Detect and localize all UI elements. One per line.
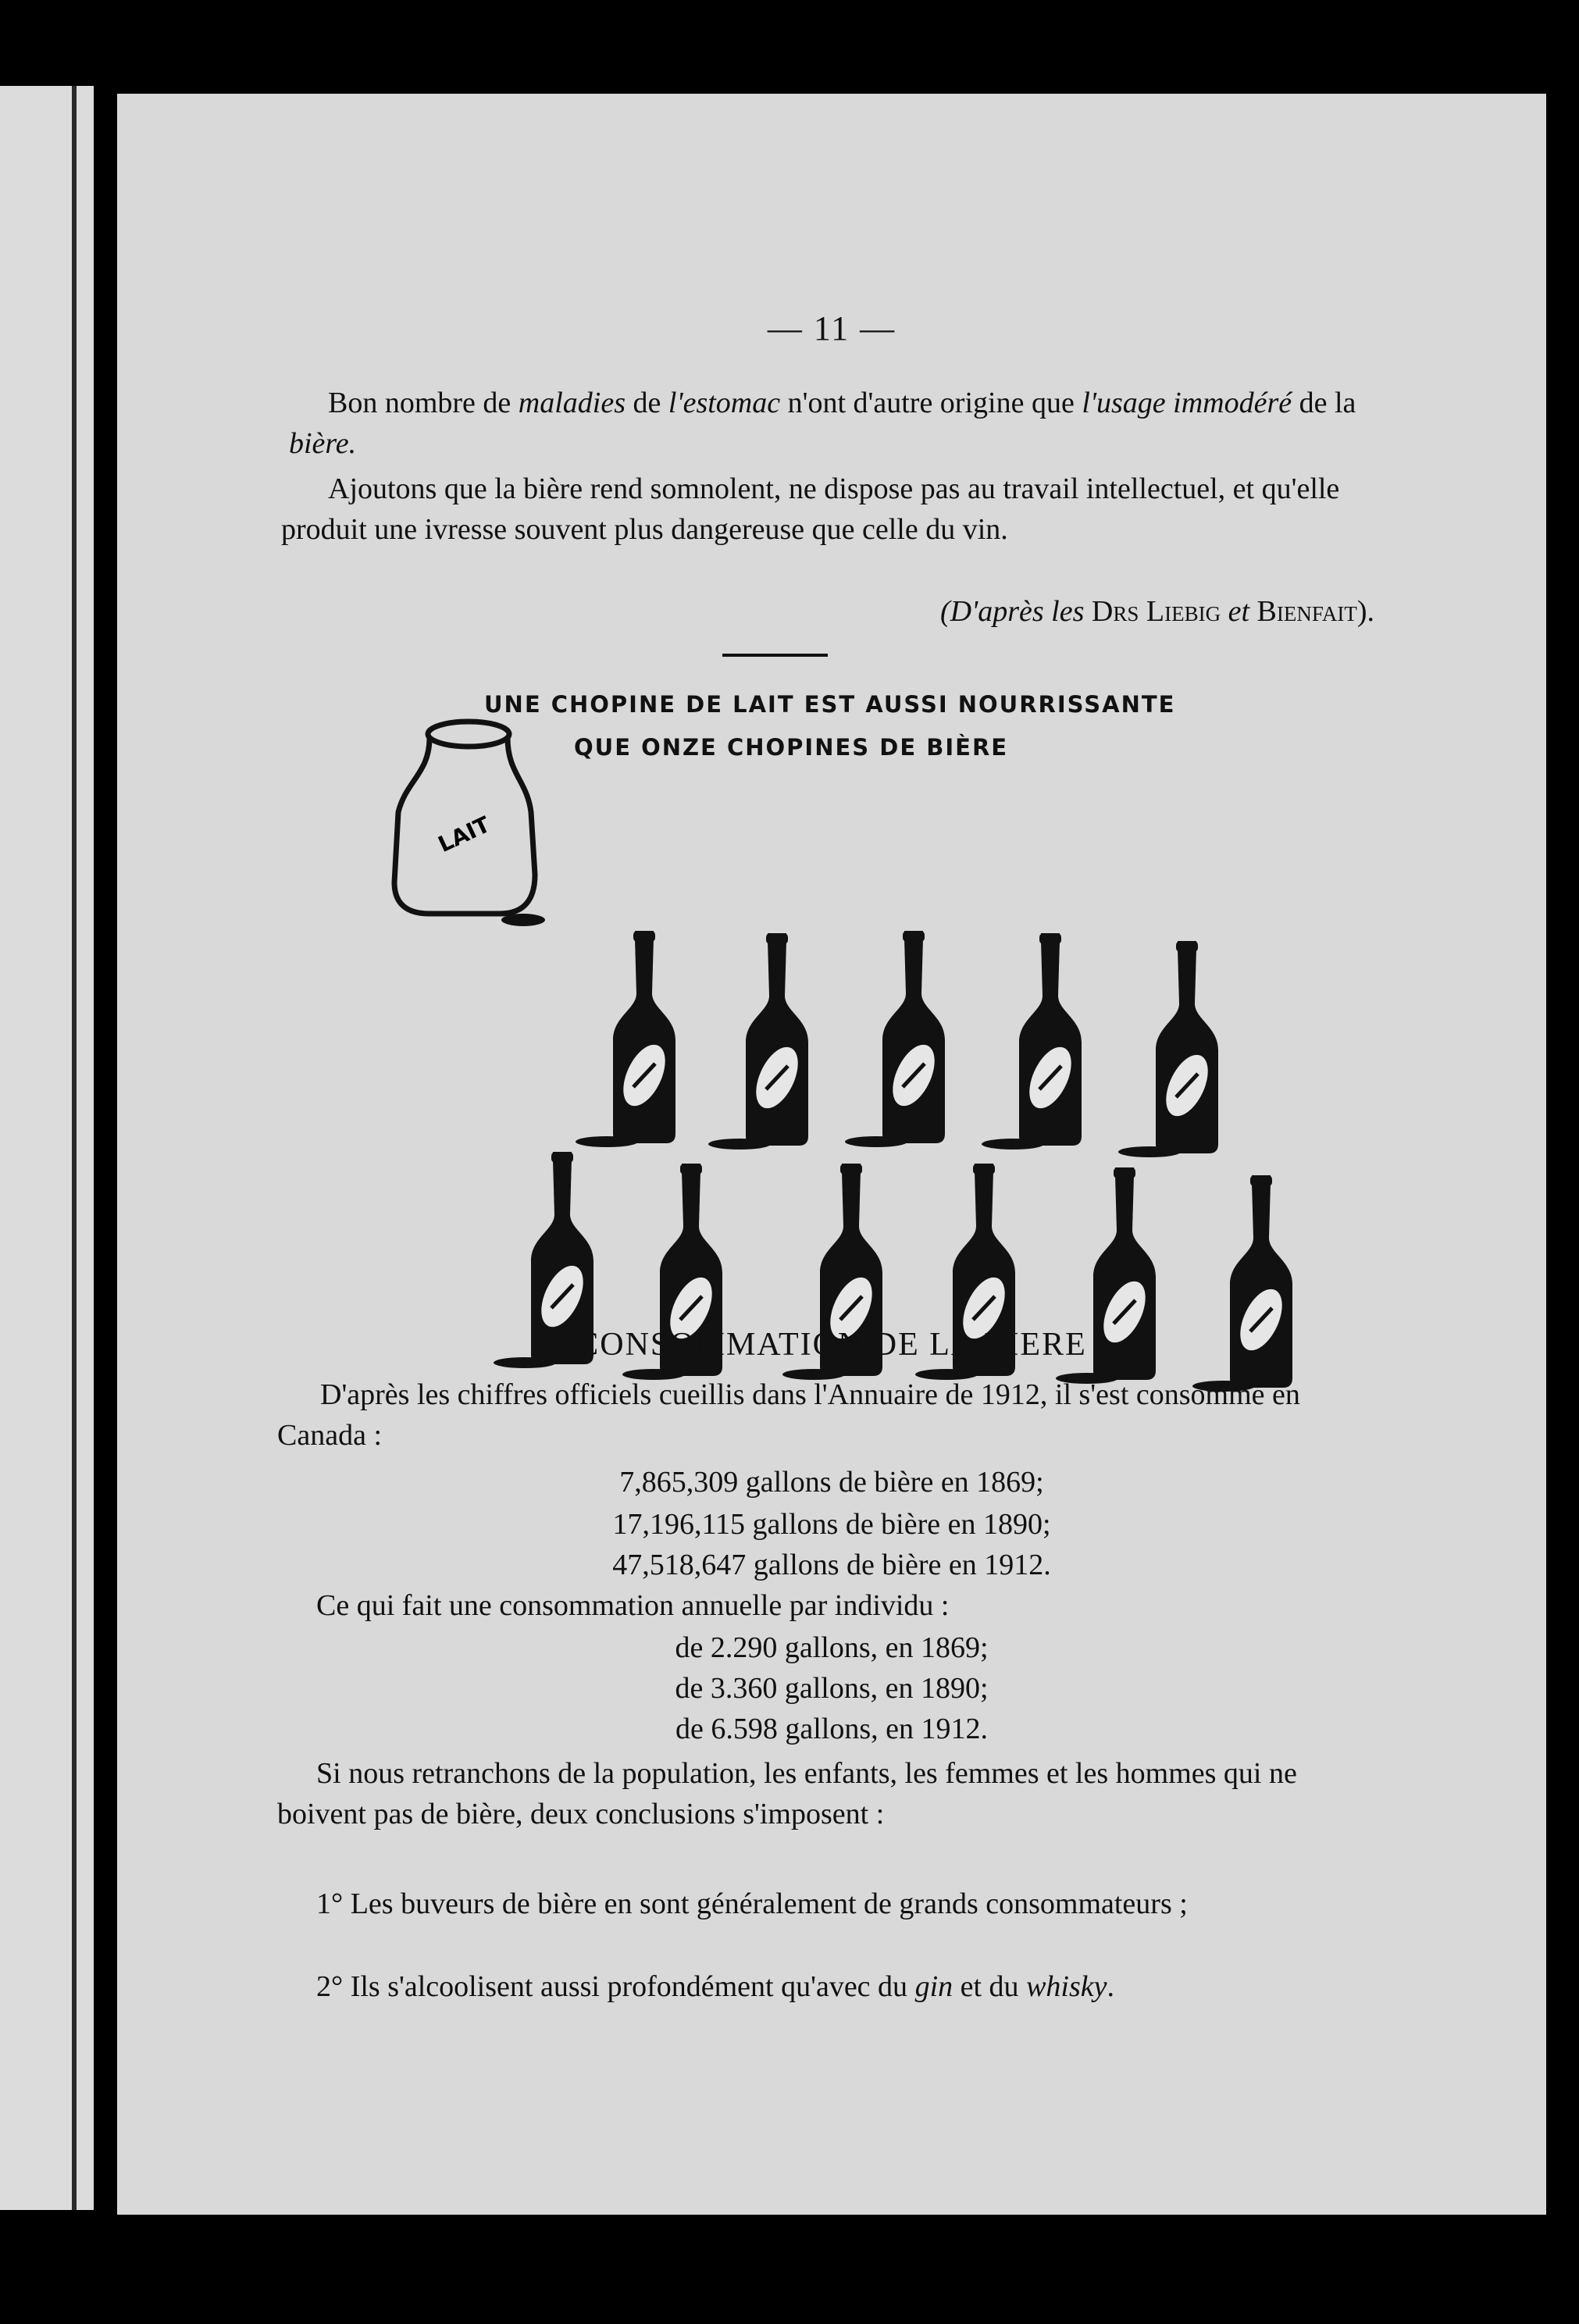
per-capita-intro: Ce qui fait une consommation annuelle par individu :	[316, 1589, 950, 1622]
document-page	[117, 94, 1546, 2215]
poster-headline-2: QUE ONZE CHOPINES DE BIÈRE	[574, 734, 1009, 761]
point2-text-a: 2° Ils s'alcoolisent aussi profondément qu'avec du	[316, 1970, 915, 2003]
total-line-1869: 7,865,309 gallons de bière en 1869;	[619, 1466, 1044, 1499]
page-number: — 11 —	[767, 309, 896, 348]
section-title: CONSOMMATION DE LA BIERE	[576, 1327, 1087, 1363]
attribution-a: (D'après les	[940, 595, 1085, 628]
intro-text-1h: bière.	[289, 427, 357, 460]
intro-text-1a: Bon nombre de	[328, 387, 519, 419]
beer-bottle-icon	[576, 931, 675, 1147]
beer-bottle-icon	[982, 933, 1082, 1150]
intro-text-1c: de	[626, 387, 668, 419]
beer-bottle-icon	[845, 931, 945, 1147]
section-intro: D'après les chiffres officiels cueillis dans l'Annuaire de 1912, il s'est consommé en Canada :	[277, 1378, 1300, 1452]
point2-text-d: whisky	[1026, 1970, 1107, 2003]
section-divider	[722, 654, 828, 657]
intro-text-1e: n'ont d'autre origine que	[780, 387, 1082, 419]
milk-vs-beer-illustration	[351, 718, 1367, 1421]
beer-bottle-icon	[1118, 941, 1218, 1157]
beer-bottle-icon	[708, 933, 808, 1150]
conclusion-paragraph: Si nous retranchons de la population, les enfants, les femmes et les hommes qui ne boivent pas de bière, deux conclusions s'imposent :	[277, 1757, 1297, 1830]
intro-text-1d: l'estomac	[668, 387, 781, 419]
intro-text-1b: maladies	[518, 387, 626, 419]
attribution-d: Bienfait).	[1249, 595, 1374, 628]
per-capita-1890: de 3.360 gallons, en 1890;	[675, 1672, 989, 1705]
conclusion-point-1: 1° Les buveurs de bière en sont généralement de grands consommateurs ;	[316, 1887, 1188, 1920]
per-capita-1869: de 2.290 gallons, en 1869;	[675, 1631, 989, 1664]
intro-text-1g: de la	[1292, 387, 1356, 419]
facing-page	[0, 86, 94, 2210]
point2-text-b: gin	[914, 1970, 953, 2003]
per-capita-1912: de 6.598 gallons, en 1912.	[675, 1713, 988, 1745]
facing-page-edge	[72, 86, 77, 2210]
milk-bottle-label: LAIT	[434, 811, 494, 858]
conclusion-point-2	[277, 1966, 1378, 2007]
attribution-b: Drs Liebig	[1084, 595, 1228, 628]
intro-paragraph-1	[289, 383, 1382, 464]
point2-text-e: .	[1107, 1970, 1114, 2003]
milk-bottle-icon	[394, 722, 545, 926]
attribution	[633, 591, 1374, 632]
total-line-1890: 17,196,115 gallons de bière en 1890;	[612, 1508, 1051, 1541]
intro-paragraph-2: Ajoutons que la bière rend somnolent, ne dispose pas au travail intellectuel, et qu'elle produit une ivresse souvent plus dangereuse que celle du vin.	[281, 472, 1340, 546]
point2-text-c: et du	[953, 1970, 1027, 2003]
poster-headline-1: UNE CHOPINE DE LAIT EST AUSSI NOURRISSANTE	[484, 691, 1176, 718]
attribution-c: et	[1228, 595, 1250, 628]
intro-text-1f: l'usage immodéré	[1082, 387, 1292, 419]
total-line-1912: 47,518,647 gallons de bière en 1912.	[612, 1549, 1051, 1581]
